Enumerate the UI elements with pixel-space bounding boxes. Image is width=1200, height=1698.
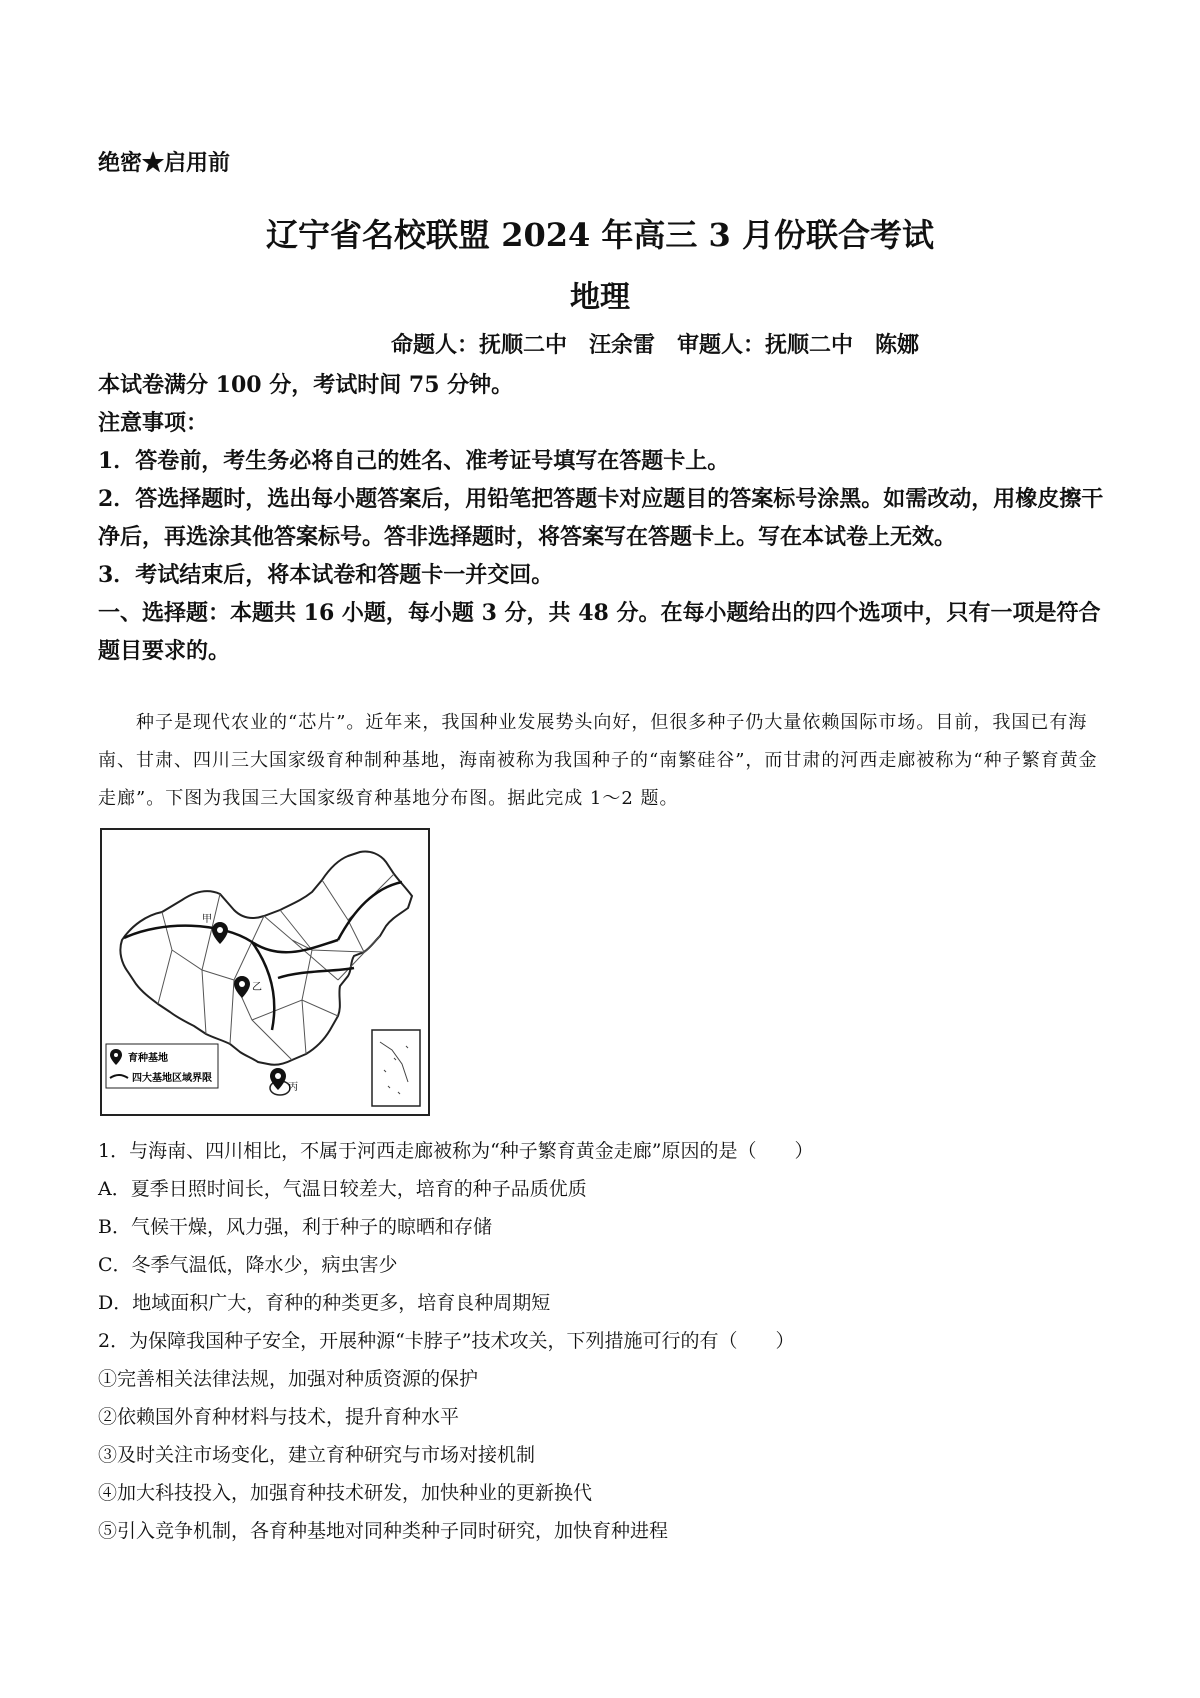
pin-bing xyxy=(270,1068,286,1090)
question-2: 2．为保障我国种子安全，开展种源“卡脖子”技术攻关，下列措施可行的有（ ） xyxy=(98,1330,795,1352)
note-3: 3．考试结束后，将本试卷和答题卡一并交回。 xyxy=(98,562,554,588)
q2-statement-4: ④加大科技投入，加强育种技术研发，加快种业的更新换代 xyxy=(98,1482,593,1504)
label-jia: 甲 xyxy=(202,914,212,925)
pin-jia xyxy=(212,922,228,944)
region-boundary-4 xyxy=(338,882,402,940)
china-outline xyxy=(120,851,412,1064)
exam-title: 辽宁省名校联盟 2024 年高三 3 月份联合考试 xyxy=(266,216,934,254)
confidential-label: 绝密★启用前 xyxy=(98,150,231,176)
province-lines xyxy=(158,874,394,1060)
breeding-base-map xyxy=(100,828,430,1116)
region-boundary-3 xyxy=(278,968,354,978)
authors-line: 命题人：抚顺二中 汪余雷 审题人：抚顺二中 陈娜 xyxy=(390,332,919,358)
question-1: 1．与海南、四川相比，不属于河西走廊被称为“种子繁育黄金走廊”原因的是（ ） xyxy=(98,1140,814,1162)
q1-option-c: C．冬季气温低，降水少，病虫害少 xyxy=(98,1254,398,1276)
questions-block xyxy=(98,1132,1110,1550)
reading-passage xyxy=(98,704,1112,818)
note-1: 1．答卷前，考生务必将自己的姓名、准考证号填写在答题卡上。 xyxy=(98,448,730,474)
legend-boundary-label: 四大基地区域界限 xyxy=(132,1073,212,1084)
q2-statement-3: ③及时关注市场变化，建立育种研究与市场对接机制 xyxy=(98,1444,536,1466)
south-china-sea-inset xyxy=(372,1030,420,1106)
q2-statement-1: ①完善相关法律法规，加强对种质资源的保护 xyxy=(98,1368,479,1390)
q2-statement-5: ⑤引入竞争机制，各育种基地对同种类种子同时研究，加快育种进程 xyxy=(98,1520,669,1542)
region-boundary-1 xyxy=(124,926,338,953)
china-map-figure xyxy=(102,830,428,1114)
q1-option-a: A．夏季日照时间长，气温日较差大，培育的种子品质优质 xyxy=(98,1178,587,1200)
label-bing: 丙 xyxy=(288,1082,298,1093)
legend-base-label: 育种基地 xyxy=(128,1053,168,1064)
score-line: 本试卷满分 100 分，考试时间 75 分钟。 xyxy=(98,372,514,398)
q1-option-b: B．气候干燥，风力强，利于种子的晾晒和存储 xyxy=(98,1216,492,1238)
label-yi: 乙 xyxy=(252,982,262,993)
section-1-heading: 一、选择题：本题共 16 小题，每小题 3 分，共 48 分。在每小题给出的四个选项中，只有一项是符合题目要求的。 xyxy=(98,600,1101,664)
subject-title: 地理 xyxy=(570,280,630,315)
instructions-block xyxy=(98,366,1110,670)
notes-heading: 注意事项： xyxy=(98,410,209,436)
note-2: 2．答选择题时，选出每小题答案后，用铅笔把答题卡对应题目的答案标号涂黑。如需改动，用橡皮擦干净后，再选涂其他答案标号。答非选择题时，将答案写在答题卡上。写在本试卷上无效。 xyxy=(98,486,1104,550)
q2-statement-2: ②依赖国外育种材料与技术，提升育种水平 xyxy=(98,1406,460,1428)
q1-option-d: D．地域面积广大，育种的种类更多，培育良种周期短 xyxy=(98,1292,551,1314)
passage-text: 种子是现代农业的“芯片”。近年来，我国种业发展势头向好，但很多种子仍大量依赖国际市场。目前，我国已有海南、甘肃、四川三大国家级育种制种基地，海南被称为我国种子的“南繁硅谷”，而甘肃的河西走廊被称为“种子繁育黄金走廊”。下图为我国三大国家级育种基地分布图。据此完成 1～2 题。 xyxy=(98,712,1098,809)
pin-yi xyxy=(234,976,250,998)
